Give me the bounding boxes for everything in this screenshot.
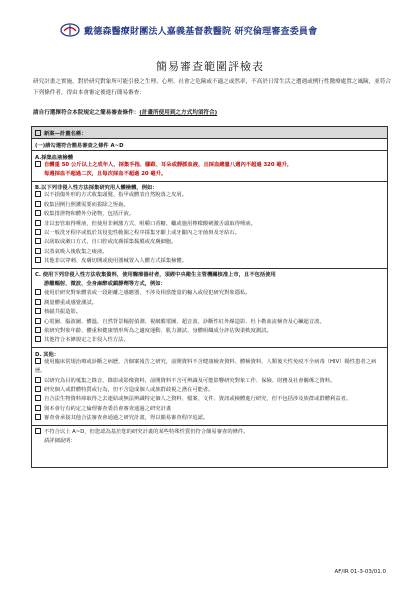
list-item: 自合法生物資料庫取得之去連結或無法辨識特定個人之資料、檔案、文件、資訊或檢體進行研究，但不包括涉及族群或群體利益者。 <box>35 395 384 404</box>
list-item: 非以套管取得唾液，但使用非刺激方式、咀嚼口香糖、蠟或施用檸檬酸刺激舌頭取得唾液。 <box>35 220 384 229</box>
list-item: 收集排泄物和體外分泌物，包括汗液。 <box>35 210 384 219</box>
list-item: 與本會行有約定之倫理審查委員會審查通過之研究計畫 <box>35 405 384 414</box>
reason-label: 請詳細說明： <box>44 438 76 445</box>
final-item: 不符合以上 A~D，但您認為基於您的研究計畫的某些特殊性質仍符合簡易審查的條件。 <box>35 428 384 437</box>
list-item: 使用於研究對象體表或一段距離之感應器，不涉及相當能量的輸入或侵犯研究對象隱私。 <box>35 289 384 298</box>
checkbox[interactable] <box>35 386 41 392</box>
checkbox[interactable] <box>35 289 41 295</box>
checkbox[interactable] <box>35 405 41 411</box>
checkbox[interactable] <box>35 318 41 324</box>
checkbox[interactable] <box>35 191 41 197</box>
hospital-logo-icon <box>60 22 80 38</box>
checkbox[interactable] <box>35 308 41 314</box>
list-item: 心電圖、腦波圖、體溫、自然背景輻射偵測、視網膜電圖、超音波、診斷性紅外線造影、杜卜勒血流檢查及心臟超音波。 <box>35 318 384 327</box>
final-item-checkbox[interactable] <box>35 428 41 434</box>
list-item: 核磁共振造影。 <box>35 308 384 317</box>
intro-paragraph: 研究計畫之實施，對於研究對象所可能引發之生理、心理、社會之危險或不適之或然率，不高於日常生活之遭遇或例行性醫療處置之風險，並符合下列條件者，得由本會審定後進行簡易審查： <box>33 79 392 96</box>
checkbox[interactable] <box>35 201 41 207</box>
section-d-row <box>32 348 388 426</box>
new-protocol-row <box>32 127 388 139</box>
checkbox[interactable] <box>35 248 41 254</box>
checkbox[interactable] <box>35 229 41 235</box>
selection-prompt <box>33 108 393 116</box>
section-d-title: D. 其他： <box>35 351 60 358</box>
section-a-title: A.採集血液檢體 <box>35 154 73 161</box>
criteria-table <box>31 126 388 468</box>
checkbox[interactable] <box>35 377 41 383</box>
new-protocol-checkbox[interactable] <box>35 130 41 136</box>
list-item: 研究個人或群體特質或行為，但不含造成個人或族群歧視之潛在可能者。 <box>35 386 384 395</box>
list-item: 其他符合本條規定之非侵入性方法。 <box>35 336 384 345</box>
checkbox[interactable] <box>35 299 41 305</box>
section-one-heading: (一)請勾選符合簡易審查之條件 A~D <box>32 139 388 151</box>
document-header <box>60 20 360 40</box>
document-title: 簡易審查範圍評檢表 <box>156 60 264 73</box>
list-item: 依研究對象年齡、體重和健康情形所為之適度運動、肌力測試、身體組織成分評估與柔軟度測試。 <box>35 327 384 336</box>
new-protocol-label: 新案—計畫名稱： <box>44 130 87 137</box>
list-item: 以不損傷外形的方式收集頭髮、指甲或體表自然脫落之皮屑。 <box>35 191 384 200</box>
checkbox[interactable] <box>35 220 41 226</box>
checkbox[interactable] <box>35 336 41 342</box>
section-a-row: A.採集血液檢體 自體重 50 公斤以上之成年人，採集手指、腳跟、耳朵或靜脈血液，且採血總量八週內不超過 320 毫升， 每週採血不超過二次，且每次採血不超過 20 毫升。 <box>32 151 388 182</box>
section-b-row <box>32 181 388 268</box>
checkbox[interactable] <box>35 358 41 364</box>
selection-prompt-text: 請自行選擇符合本院規定之簡易審查條件： <box>33 110 140 116</box>
section-a-checkbox[interactable] <box>35 161 41 167</box>
checkbox[interactable] <box>35 257 41 263</box>
list-item: 以一般洗牙程序或低於其侵犯性範圍之程序採集牙齦上或牙齦內之牙菌斑及牙結石。 <box>35 229 384 238</box>
list-item: 審查會承接其他合法審查會通過之研究計畫，得以簡易審查程序追認。 <box>35 414 384 423</box>
list-item: 測量體重或感覺測試。 <box>35 299 384 308</box>
checkbox[interactable] <box>35 238 41 244</box>
list-item: 以刮取或漱口方式，自口腔或皮膚採集黏膜或皮膚細胞。 <box>35 238 384 247</box>
section-c-title: C. 使用下列非侵入性方法收集資料，使用醫療器材者，須經中央衛生主管機關核准上市，且不包括使用 <box>35 271 276 278</box>
list-item: 收集因例行照護需要而拔除之恆齒。 <box>35 201 384 210</box>
list-item: 以蒸氣吸入後收集之痰液。 <box>35 248 384 257</box>
list-item: 以研究為目的蒐集之錄音、錄影或影像資料，前開資料不含可辨識及可能影響研究對象工作、保險、財務及社會關係之資料。 <box>35 377 384 386</box>
reason-input-area[interactable] <box>35 446 384 460</box>
final-item-row <box>32 426 388 468</box>
form-code: AF/IR 01-3-03/01.0 <box>334 569 386 575</box>
list-item: 其他非以穿刺、皮膚切開或使用器械置入人體方式採集檢體。 <box>35 257 384 266</box>
list-item: 使用臨床常規治療或診斷之病歷，含個案報告之研究，前開資料不含健康檢查資料、體檢資料、人類後天性免疫不全病毒（HIV）陽性患者之病歷。 <box>35 358 377 375</box>
checkbox[interactable] <box>35 395 41 401</box>
hospital-name: 戴德森醫療財團法人嘉義基督教醫院 研究倫理審查委員會 <box>84 26 318 37</box>
checkbox[interactable] <box>35 210 41 216</box>
checkbox[interactable] <box>35 414 41 420</box>
section-one-row <box>32 139 388 151</box>
section-c-title-cont: 游離輻射、微波、全身麻醉或鎮靜劑等方式，例如： <box>44 280 166 287</box>
section-c-row <box>32 269 388 348</box>
selection-prompt-note: (計畫所使用到之方式均須符合) <box>139 110 218 116</box>
section-a-item: 自體重 50 公斤以上之成年人，採集手指、腳跟、耳朵或靜脈血液，且採血總量八週內不超過 320 毫升， <box>35 161 384 170</box>
section-b-title: B.以下列非侵入性方法採集研究用人體檢體，例如： <box>35 185 158 192</box>
checkbox[interactable] <box>35 327 41 333</box>
